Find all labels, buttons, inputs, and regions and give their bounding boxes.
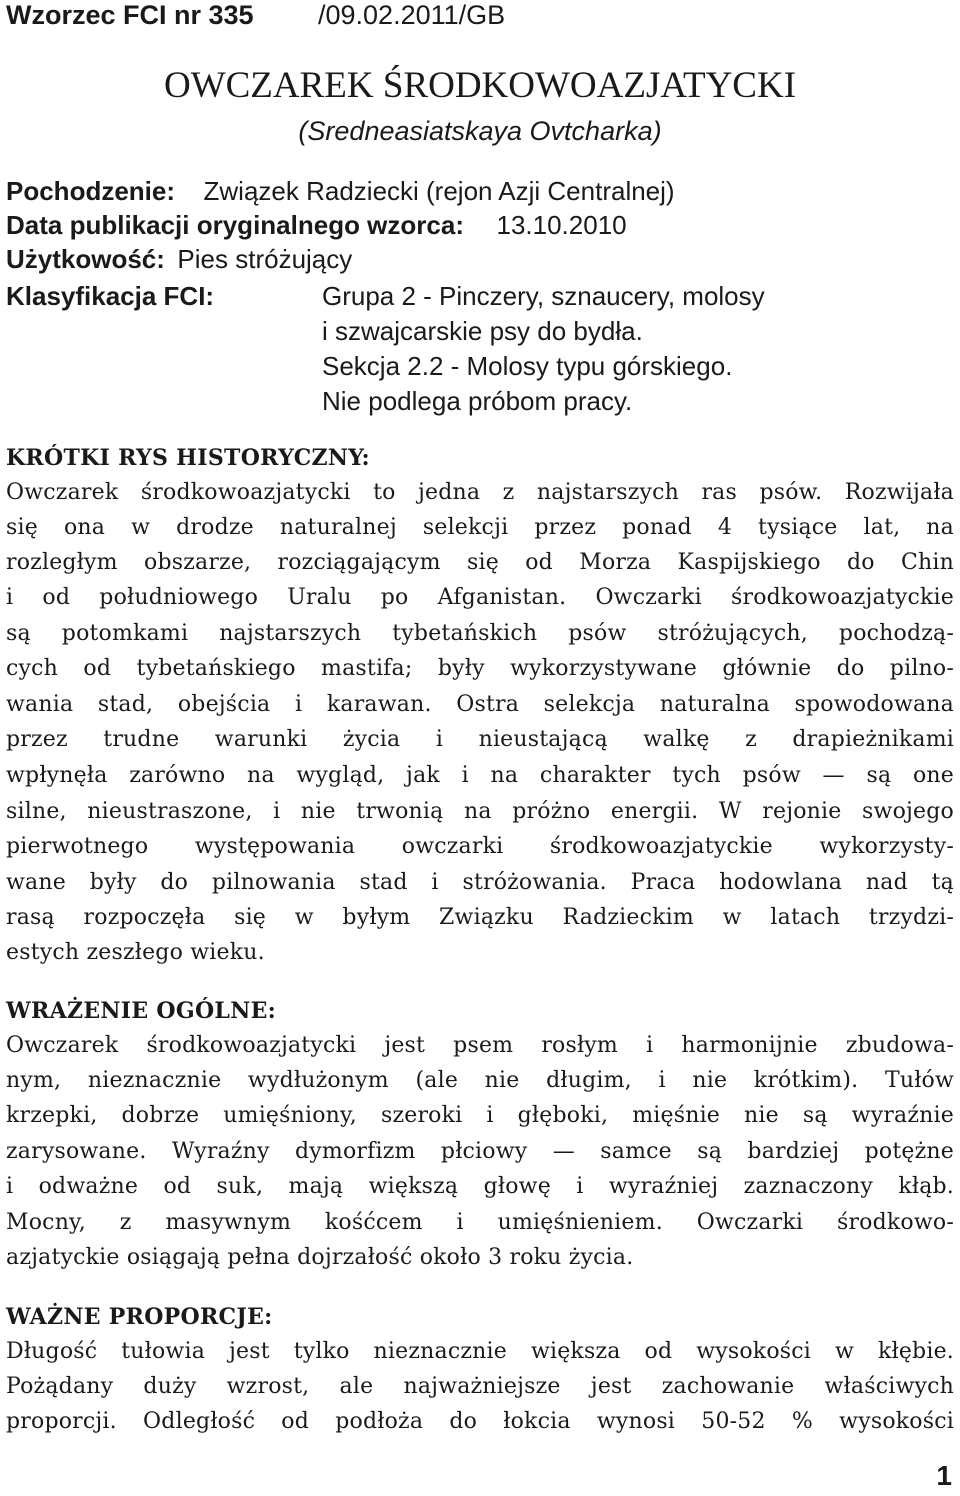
classification-line: i szwajcarskie psy do bydła. <box>322 316 643 346</box>
classification-line: Sekcja 2.2 - Molosy typu górskiego. <box>322 351 733 381</box>
classification-label: Klasyfikacja FCI: <box>6 281 215 311</box>
body-line: zarysowane. Wyraźny dymorfizm płciowy — samce są bardziej potężne <box>6 1139 954 1164</box>
body-line: silne, nieustraszone, i nie trwonią na próżno energii. W rejonie swojego <box>6 799 954 824</box>
utility-value: Pies stróżujący <box>177 244 353 274</box>
body-line: krzepki, dobrze umięśniony, szeroki i głęboki, mięśnie nie są wyraźnie <box>6 1103 954 1128</box>
classification-line: Nie podlega próbom pracy. <box>322 386 633 416</box>
breed-subtitle: (Sredneasiatskaya Ovtcharka) <box>298 116 662 146</box>
standard-date: /09.02.2011/GB <box>318 0 506 30</box>
body-line: cych od tybetańskiego mastifa; były wykorzystywane głównie do pilno- <box>6 656 954 681</box>
body-line: Owczarek środkowoazjatycki jest psem rosłym i harmonijnie zbudowa- <box>6 1033 954 1058</box>
body-line: przez trudne warunki życia i nieustającą walkę z drapieżnikami <box>6 727 954 752</box>
body-line: i od południowego Uralu po Afganistan. Owczarki środkowoazjatyckie <box>6 585 954 610</box>
section-heading-general: WRAŻENIE OGÓLNE: <box>6 998 277 1024</box>
page-number: 1 <box>936 1460 952 1491</box>
body-line: pierwotnego występowania owczarki środkowoazjatyckie wykorzysty- <box>6 834 954 859</box>
body-line: są potomkami najstarszych tybetańskich psów stróżujących, pochodzą- <box>6 621 954 646</box>
classification-line: Grupa 2 - Pinczery, sznaucery, molosy <box>322 281 765 311</box>
utility-label: Użytkowość: <box>6 244 165 274</box>
body-line: rasą rozpoczęła się w byłym Związku Radzieckim w latach trzydzi- <box>6 905 954 930</box>
body-line: estych zeszłego wieku. <box>6 940 265 965</box>
body-line: Długość tułowia jest tylko nieznacznie większa od wysokości w kłębie. <box>6 1339 954 1364</box>
breed-title: OWCZAREK ŚRODKOWOAZJATYCKI <box>163 65 797 106</box>
body-line: Owczarek środkowoazjatycki to jedna z najstarszych ras psów. Rozwijała <box>6 480 954 505</box>
body-line: się ona w drodze naturalnej selekcji przez ponad 4 tysiące lat, na <box>6 515 954 540</box>
standard-number: Wzorzec FCI nr 335 <box>6 0 254 30</box>
body-line: Pożądany duży wzrost, ale najważniejsze jest zachowanie właściwych <box>6 1374 954 1399</box>
publication-row <box>6 210 627 241</box>
section-heading-proportions: WAŻNE PROPORCJE: <box>6 1304 273 1330</box>
body-line: proporcji. Odległość od podłoża do łokcia wynosi 50-52 % wysokości <box>6 1409 954 1434</box>
origin-label: Pochodzenie: <box>6 176 176 206</box>
body-line: wpłynęła zarówno na wygląd, jak i na charakter tych psów — są one <box>6 763 954 788</box>
origin-row <box>6 176 675 207</box>
publication-label: Data publikacji oryginalnego wzorca: <box>6 210 464 240</box>
body-line: i odważne od suk, mają większą głowę i wyraźniej zaznaczony kłąb. <box>6 1174 954 1199</box>
body-line: wane były do pilnowania stad i stróżowania. Praca hodowlana nad tą <box>6 870 954 895</box>
body-line: azjatyckie osiągają pełna dojrzałość około 3 roku życia. <box>6 1245 634 1270</box>
section-heading-history: KRÓTKI RYS HISTORYCZNY: <box>6 445 370 471</box>
body-line: wania stad, obejścia i karawan. Ostra selekcja naturalna spowodowana <box>6 692 954 717</box>
classification-row <box>6 281 214 312</box>
body-line: nym, nieznacznie wydłużonym (ale nie długim, i nie krótkim). Tułów <box>6 1068 954 1093</box>
origin-value: Związek Radziecki (rejon Azji Centralnej) <box>203 176 675 206</box>
body-line: Mocny, z masywnym kośćcem i umięśnieniem. Owczarki środkowo- <box>6 1210 954 1235</box>
publication-value: 13.10.2010 <box>496 210 627 240</box>
utility-row <box>6 244 352 275</box>
body-line: rozległym obszarze, rozciągającym się od Morza Kaspijskiego do Chin <box>6 550 954 575</box>
